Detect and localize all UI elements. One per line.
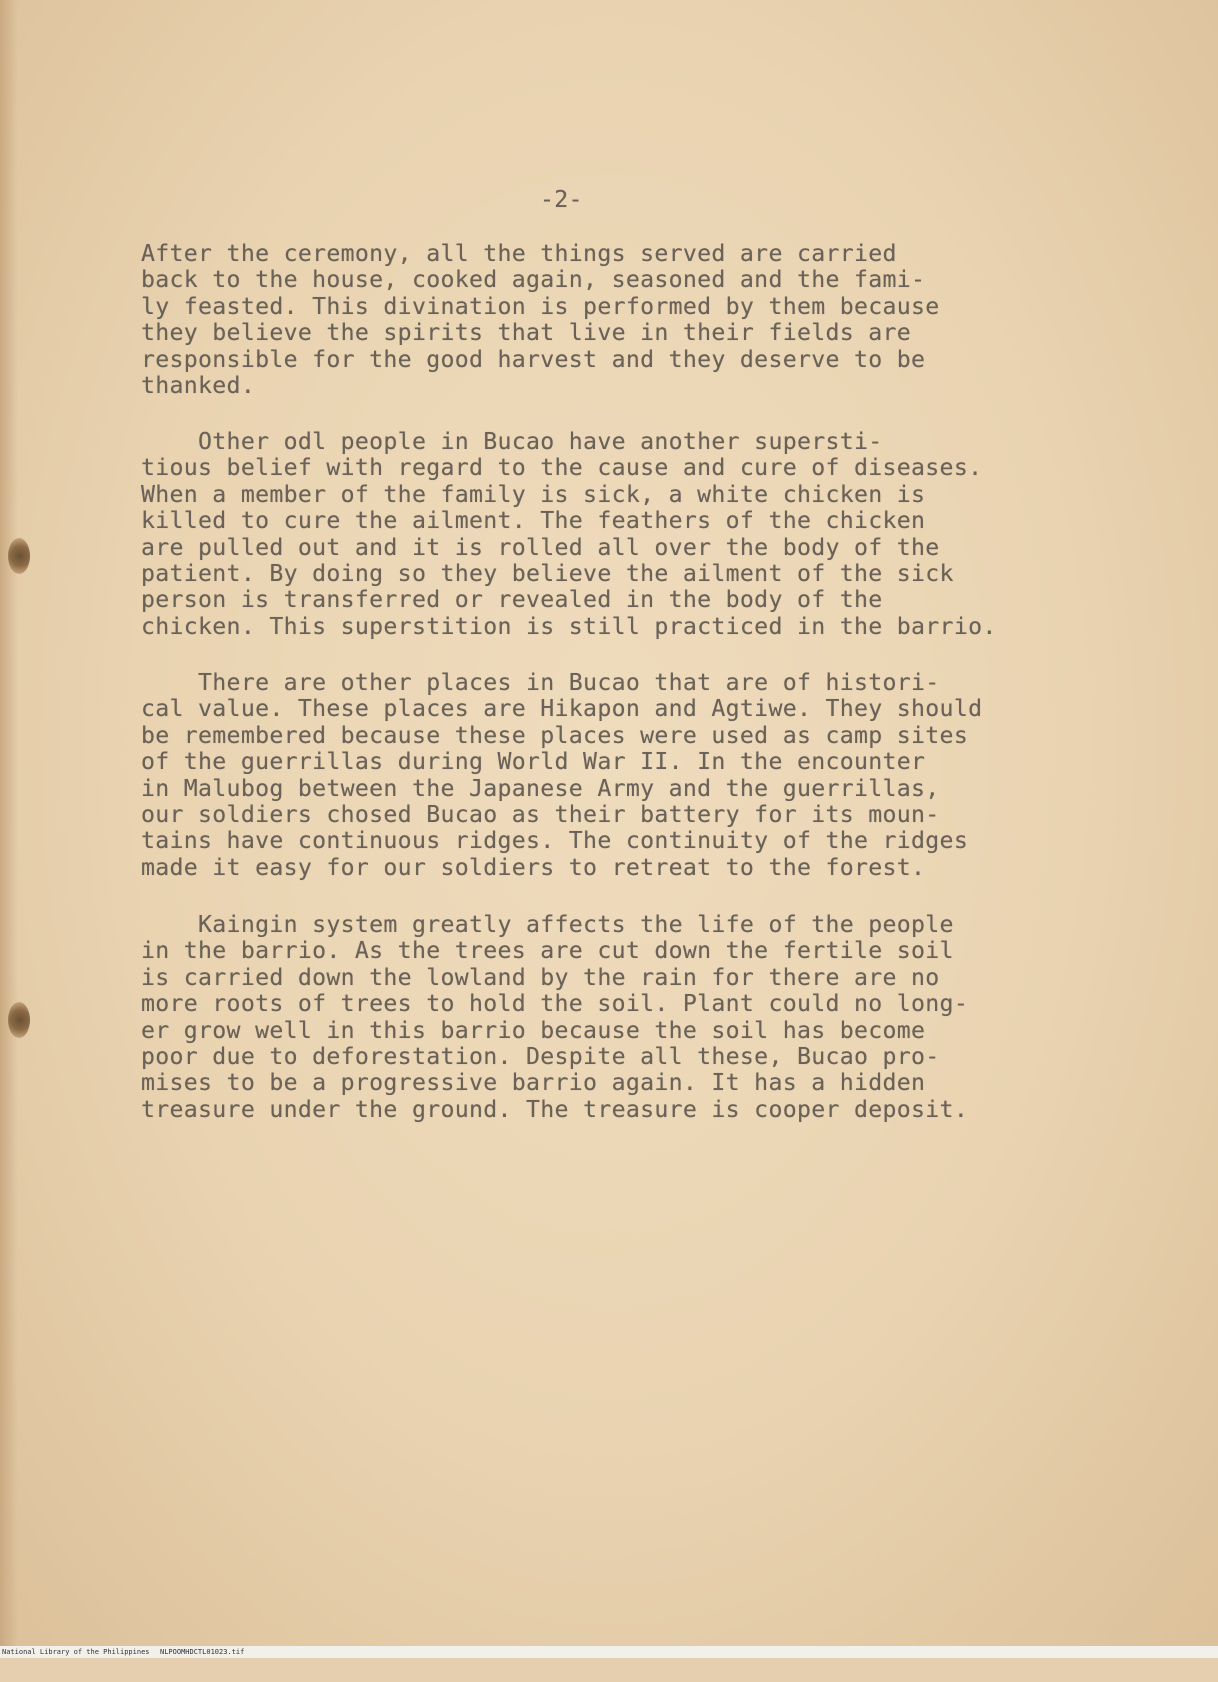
page-edge-shadow: [0, 0, 18, 1646]
binding-hole-top: [8, 538, 30, 574]
binding-hole-bottom: [8, 1002, 30, 1038]
scan-footer: [0, 1646, 1218, 1658]
paragraph-kaingin-system: Kaingin system greatly affects the life of the people in the barrio. As the trees are cut down the fertile soil is carried down the lowland by the rain for there are no more roots of trees to hold the soil. Plant could no long- er grow well in this barrio because the soil has become poor due to deforestation. Despite all these, Bucao pro- mises to be a progressive barrio again. It has a hidden treasure under the ground. The treasure is cooper deposit.: [141, 911, 969, 1123]
footer-library-name: National Library of the Philippines: [2, 1648, 150, 1656]
footer-file-id: NLPOOMHDCTL01023.tif: [160, 1648, 245, 1656]
paragraph-historical-places: There are other places in Bucao that are of histori- cal value. These places are Hikapon and Agtiwe. They should be remembered because these places were used as camp sites of the guerrillas during World War II. In the encounter in Malubog between the Japanese Army and the guerrillas, our soldiers chosed Bucao as their battery for its moun- tains have continuous ridges. The continuity of the ridges made it easy for our soldiers to retreat to the forest.: [141, 669, 983, 881]
paragraph-superstition: Other odl people in Bucao have another supersti- tious belief with regard to the cause and cure of diseases. When a member of the family is sick, a white chicken is killed to cure the ailment. The feathers of the chicken are pulled out and it is rolled all over the body of the patient. By doing so they believe the ailment of the sick person is transferred or revealed in the body of the chicken. This superstition is still practiced in the barrio.: [141, 428, 997, 640]
page-number: -2-: [540, 186, 583, 213]
paragraph-ceremony: After the ceremony, all the things served are carried back to the house, cooked again, seasoned and the fami- ly feasted. This divination is performed by them because they believe the spirits that live in their fields are responsible for the good harvest and they deserve to be thanked.: [141, 240, 940, 400]
